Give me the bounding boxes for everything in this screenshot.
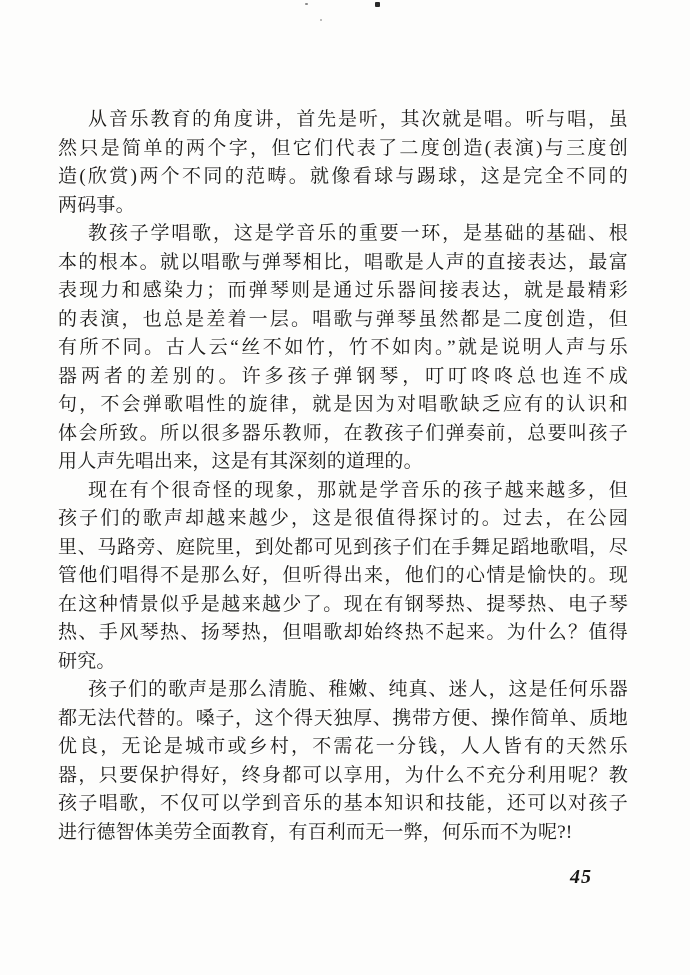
- text-line: 从音乐教育的角度讲，首先是听，其次就是唱。听与唱，虽: [88, 109, 628, 130]
- text-line: 孩子们的歌声却越来越少，这是很值得探讨的。过去，在公园: [58, 508, 628, 529]
- text-line: 体会所致。所以很多器乐教师，在教孩子们弹奏前，总要叫孩子: [58, 422, 628, 444]
- text-line: 器，只要保护得好，终身都可以享用，为什么不充分利用呢？教: [58, 764, 628, 786]
- paragraph: [58, 676, 628, 847]
- text-line: 器两者的差别的。许多孩子弹钢琴，叮叮咚咚总也连不成: [58, 365, 628, 387]
- paragraph: [58, 106, 628, 220]
- text-line: 本的根本。就以唱歌与弹琴相比，唱歌是人声的直接表达，最富: [58, 251, 628, 273]
- text-line: 的表演，也总是差着一层。唱歌与弹琴虽然都是二度创造，但: [58, 308, 628, 330]
- paragraph: [58, 477, 628, 677]
- text-line: 现在有个很奇怪的现象，那就是学音乐的孩子越来越多，但: [88, 479, 628, 501]
- text-line: 里、马路旁、庭院里，到处都可见到孩子们在手舞足蹈地歌唱，尽: [58, 536, 628, 558]
- text-line: 优良，无论是城市或乡村，不需花一分钱，人人皆有的天然乐: [58, 736, 628, 757]
- paragraph: [58, 220, 628, 477]
- text-line: 都无法代替的。嗓子，这个得天独厚、携带方便、操作简单、质地: [58, 707, 628, 729]
- text-line: 进行德智体美劳全面教育，有百利而无一弊，何乐而不为呢?!: [58, 821, 573, 843]
- text-line: 孩子们的歌声是那么清脆、稚嫩、纯真、迷人，这是任何乐器: [88, 679, 628, 700]
- text-line: 在这种情景似乎是越来越少了。现在有钢琴热、提琴热、电子琴: [58, 593, 628, 615]
- scan-speck: [305, 3, 308, 5]
- text-line: 孩子唱歌，不仅可以学到音乐的基本知识和技能，还可以对孩子: [58, 793, 628, 814]
- text-line: 有所不同。古人云“丝不如竹，竹不如肉。”就是说明人声与乐: [58, 337, 628, 358]
- text-line: 热、手风琴热、扬琴热，但唱歌却始终热不起来。为什么？值得: [58, 622, 628, 643]
- scan-speck: [375, 2, 380, 7]
- text-line: 表现力和感染力；而弹琴则是通过乐器间接表达，就是最精彩: [58, 280, 628, 301]
- text-line: 管他们唱得不是那么好，但听得出来，他们的心情是愉快的。现: [58, 565, 628, 586]
- text-block: [58, 106, 628, 847]
- text-line: 句，不会弹歌唱性的旋律，就是因为对唱歌缺乏应有的认识和: [58, 394, 628, 415]
- text-line: 造(欣赏)两个不同的范畴。就像看球与踢球，这是完全不同的: [58, 166, 628, 187]
- text-line: 两码事。: [58, 194, 135, 216]
- scan-speck: [320, 19, 322, 21]
- text-line: 教孩子学唱歌，这是学音乐的重要一环，是基础的基础、根: [88, 223, 628, 244]
- text-line: 研究。: [58, 650, 116, 672]
- text-line: 用人声先唱出来，这是有其深刻的道理的。: [58, 451, 423, 472]
- page-number: 45: [570, 866, 592, 888]
- text-line: 然只是简单的两个字，但它们代表了二度创造(表演)与三度创: [58, 137, 628, 159]
